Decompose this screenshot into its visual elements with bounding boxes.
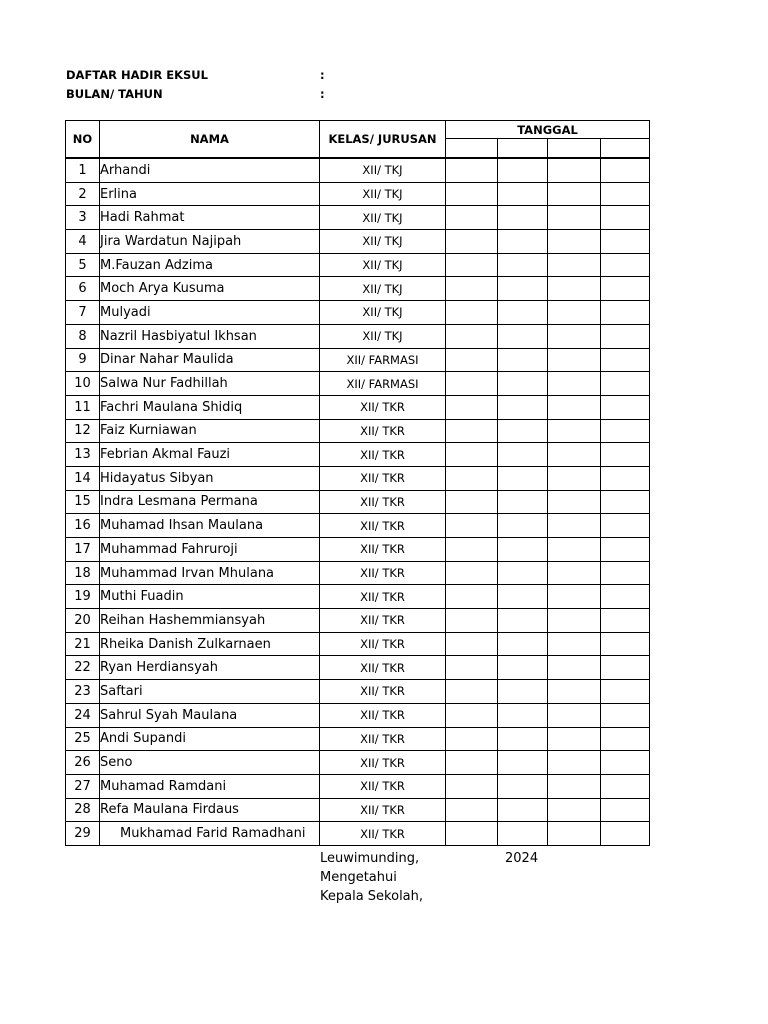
student-name: M.Fauzan Adzima bbox=[100, 253, 320, 277]
attendance-cell-2[interactable] bbox=[498, 158, 548, 182]
attendance-cell-4[interactable] bbox=[601, 230, 650, 254]
table-row bbox=[66, 680, 650, 704]
attendance-cell-4[interactable] bbox=[601, 609, 650, 633]
attendance-cell-1[interactable] bbox=[446, 538, 498, 562]
student-name: Moch Arya Kusuma bbox=[100, 277, 320, 301]
row-number: 28 bbox=[66, 798, 100, 822]
class-major: XII/ TKR bbox=[320, 632, 446, 656]
student-name: Jira Wardatun Najipah bbox=[100, 230, 320, 254]
row-number: 21 bbox=[66, 632, 100, 656]
attendance-cell-3[interactable] bbox=[548, 751, 601, 775]
attendance-cell-4[interactable] bbox=[601, 680, 650, 704]
attendance-cell-4[interactable] bbox=[601, 798, 650, 822]
student-name: Muhammad Fahruroji bbox=[100, 538, 320, 562]
attendance-cell-3[interactable] bbox=[548, 466, 601, 490]
class-major: XII/ TKR bbox=[320, 798, 446, 822]
row-number: 18 bbox=[66, 561, 100, 585]
row-number: 20 bbox=[66, 609, 100, 633]
attendance-cell-2[interactable] bbox=[498, 182, 548, 206]
attendance-cell-1[interactable] bbox=[446, 466, 498, 490]
attendance-cell-1[interactable] bbox=[446, 372, 498, 396]
class-major: XII/ TKR bbox=[320, 561, 446, 585]
table-row bbox=[66, 443, 650, 467]
row-number: 19 bbox=[66, 585, 100, 609]
student-name: Muhamad Ihsan Maulana bbox=[100, 514, 320, 538]
attendance-cell-2[interactable] bbox=[498, 395, 548, 419]
table-row bbox=[66, 206, 650, 230]
table-row bbox=[66, 727, 650, 751]
table-row bbox=[66, 230, 650, 254]
student-name: Salwa Nur Fadhillah bbox=[100, 372, 320, 396]
row-number: 14 bbox=[66, 466, 100, 490]
attendance-cell-3[interactable] bbox=[548, 798, 601, 822]
date-column-4[interactable] bbox=[601, 139, 650, 159]
table-row bbox=[66, 632, 650, 656]
row-number: 27 bbox=[66, 774, 100, 798]
attendance-cell-1[interactable] bbox=[446, 395, 498, 419]
student-name: Dinar Nahar Maulida bbox=[100, 348, 320, 372]
class-major: XII/ TKJ bbox=[320, 182, 446, 206]
attendance-cell-2[interactable] bbox=[498, 561, 548, 585]
attendance-cell-4[interactable] bbox=[601, 301, 650, 325]
table-row bbox=[66, 538, 650, 562]
class-major: XII/ TKR bbox=[320, 703, 446, 727]
student-name: Refa Maulana Firdaus bbox=[100, 798, 320, 822]
signatory-title: Kepala Sekolah, bbox=[320, 889, 424, 904]
attendance-cell-4[interactable] bbox=[601, 822, 650, 846]
table-row bbox=[66, 703, 650, 727]
row-number: 25 bbox=[66, 727, 100, 751]
attendance-cell-3[interactable] bbox=[548, 206, 601, 230]
row-number: 16 bbox=[66, 514, 100, 538]
table-row bbox=[66, 751, 650, 775]
table-row bbox=[66, 324, 650, 348]
attendance-cell-3[interactable] bbox=[548, 395, 601, 419]
attendance-cell-2[interactable] bbox=[498, 609, 548, 633]
attendance-cell-1[interactable] bbox=[446, 301, 498, 325]
attendance-cell-3[interactable] bbox=[548, 774, 601, 798]
table-row bbox=[66, 301, 650, 325]
period-label: BULAN/ TAHUN bbox=[66, 87, 163, 101]
attendance-cell-4[interactable] bbox=[601, 182, 650, 206]
attendance-cell-1[interactable] bbox=[446, 727, 498, 751]
attendance-cell-4[interactable] bbox=[601, 632, 650, 656]
table-row bbox=[66, 490, 650, 514]
class-major: XII/ TKJ bbox=[320, 253, 446, 277]
table-row bbox=[66, 561, 650, 585]
attendance-cell-2[interactable] bbox=[498, 466, 548, 490]
attendance-cell-3[interactable] bbox=[548, 490, 601, 514]
table-row bbox=[66, 774, 650, 798]
attendance-cell-4[interactable] bbox=[601, 561, 650, 585]
attendance-cell-3[interactable] bbox=[548, 230, 601, 254]
attendance-cell-2[interactable] bbox=[498, 443, 548, 467]
table-row bbox=[66, 348, 650, 372]
attendance-cell-1[interactable] bbox=[446, 561, 498, 585]
attendance-cell-1[interactable] bbox=[446, 585, 498, 609]
row-number: 29 bbox=[66, 822, 100, 846]
student-name: Seno bbox=[100, 751, 320, 775]
table-row bbox=[66, 158, 650, 182]
attendance-cell-4[interactable] bbox=[601, 751, 650, 775]
class-major: XII/ TKJ bbox=[320, 277, 446, 301]
title-colon: : bbox=[320, 68, 325, 82]
attendance-cell-2[interactable] bbox=[498, 774, 548, 798]
table-row bbox=[66, 277, 650, 301]
attendance-cell-3[interactable] bbox=[548, 680, 601, 704]
row-number: 11 bbox=[66, 395, 100, 419]
attendance-cell-1[interactable] bbox=[446, 324, 498, 348]
attendance-cell-1[interactable] bbox=[446, 680, 498, 704]
column-header-kelas: KELAS/ JURUSAN bbox=[320, 121, 446, 159]
attendance-cell-4[interactable] bbox=[601, 656, 650, 680]
student-name: Indra Lesmana Permana bbox=[100, 490, 320, 514]
attendance-cell-3[interactable] bbox=[548, 632, 601, 656]
student-name: Erlina bbox=[100, 182, 320, 206]
row-number: 13 bbox=[66, 443, 100, 467]
attendance-cell-4[interactable] bbox=[601, 206, 650, 230]
attendance-cell-1[interactable] bbox=[446, 419, 498, 443]
class-major: XII/ TKJ bbox=[320, 206, 446, 230]
attendance-cell-3[interactable] bbox=[548, 182, 601, 206]
date-column-2[interactable] bbox=[498, 139, 548, 159]
attendance-cell-1[interactable] bbox=[446, 656, 498, 680]
attendance-cell-4[interactable] bbox=[601, 466, 650, 490]
signing-place: Leuwimunding, bbox=[320, 851, 420, 866]
class-major: XII/ TKR bbox=[320, 419, 446, 443]
student-name: Saftari bbox=[100, 680, 320, 704]
attendance-cell-4[interactable] bbox=[601, 774, 650, 798]
row-number: 23 bbox=[66, 680, 100, 704]
table-row bbox=[66, 798, 650, 822]
attendance-cell-3[interactable] bbox=[548, 656, 601, 680]
attendance-cell-1[interactable] bbox=[446, 443, 498, 467]
attendance-cell-4[interactable] bbox=[601, 253, 650, 277]
attendance-cell-2[interactable] bbox=[498, 656, 548, 680]
attendance-cell-1[interactable] bbox=[446, 230, 498, 254]
table-row bbox=[66, 182, 650, 206]
attendance-cell-4[interactable] bbox=[601, 324, 650, 348]
attendance-cell-4[interactable] bbox=[601, 158, 650, 182]
attendance-cell-4[interactable] bbox=[601, 443, 650, 467]
attendance-cell-1[interactable] bbox=[446, 798, 498, 822]
attendance-cell-3[interactable] bbox=[548, 348, 601, 372]
attendance-cell-1[interactable] bbox=[446, 158, 498, 182]
student-name: Muhamad Ramdani bbox=[100, 774, 320, 798]
row-number: 10 bbox=[66, 372, 100, 396]
class-major: XII/ TKJ bbox=[320, 301, 446, 325]
attendance-cell-3[interactable] bbox=[548, 822, 601, 846]
attendance-cell-4[interactable] bbox=[601, 372, 650, 396]
attendance-cell-1[interactable] bbox=[446, 751, 498, 775]
attendance-cell-1[interactable] bbox=[446, 822, 498, 846]
table-row bbox=[66, 372, 650, 396]
student-name: Fachri Maulana Shidiq bbox=[100, 395, 320, 419]
attendance-cell-2[interactable] bbox=[498, 514, 548, 538]
document-title: DAFTAR HADIR EKSUL bbox=[66, 68, 208, 82]
row-number: 22 bbox=[66, 656, 100, 680]
class-major: XII/ TKR bbox=[320, 395, 446, 419]
attendance-cell-1[interactable] bbox=[446, 253, 498, 277]
attendance-cell-1[interactable] bbox=[446, 277, 498, 301]
class-major: XII/ FARMASI bbox=[320, 348, 446, 372]
attendance-cell-2[interactable] bbox=[498, 727, 548, 751]
attendance-cell-4[interactable] bbox=[601, 490, 650, 514]
attendance-cell-3[interactable] bbox=[548, 585, 601, 609]
table-row bbox=[66, 466, 650, 490]
class-major: XII/ TKR bbox=[320, 656, 446, 680]
row-number: 7 bbox=[66, 301, 100, 325]
row-number: 24 bbox=[66, 703, 100, 727]
attendance-table bbox=[65, 120, 650, 846]
row-number: 17 bbox=[66, 538, 100, 562]
class-major: XII/ TKJ bbox=[320, 158, 446, 182]
attendance-cell-4[interactable] bbox=[601, 703, 650, 727]
class-major: XII/ TKR bbox=[320, 490, 446, 514]
student-name: Hidayatus Sibyan bbox=[100, 466, 320, 490]
attendance-cell-2[interactable] bbox=[498, 751, 548, 775]
class-major: XII/ TKR bbox=[320, 514, 446, 538]
student-name: Ryan Herdiansyah bbox=[100, 656, 320, 680]
attendance-cell-2[interactable] bbox=[498, 419, 548, 443]
attendance-cell-1[interactable] bbox=[446, 182, 498, 206]
attendance-cell-4[interactable] bbox=[601, 419, 650, 443]
class-major: XII/ TKR bbox=[320, 443, 446, 467]
attendance-cell-3[interactable] bbox=[548, 158, 601, 182]
column-header-no: NO bbox=[66, 121, 100, 159]
row-number: 4 bbox=[66, 230, 100, 254]
student-name: Nazril Hasbiyatul Ikhsan bbox=[100, 324, 320, 348]
table-row bbox=[66, 253, 650, 277]
attendance-cell-3[interactable] bbox=[548, 703, 601, 727]
attendance-cell-3[interactable] bbox=[548, 443, 601, 467]
table-row bbox=[66, 656, 650, 680]
attendance-cell-4[interactable] bbox=[601, 277, 650, 301]
attendance-cell-2[interactable] bbox=[498, 206, 548, 230]
attendance-cell-1[interactable] bbox=[446, 514, 498, 538]
attendance-cell-1[interactable] bbox=[446, 703, 498, 727]
attendance-cell-1[interactable] bbox=[446, 632, 498, 656]
table-row bbox=[66, 609, 650, 633]
class-major: XII/ TKJ bbox=[320, 230, 446, 254]
signing-year: 2024 bbox=[505, 851, 539, 866]
column-header-tanggal: TANGGAL bbox=[446, 121, 650, 139]
student-name: Mulyadi bbox=[100, 301, 320, 325]
attendance-cell-2[interactable] bbox=[498, 253, 548, 277]
row-number: 5 bbox=[66, 253, 100, 277]
table-row bbox=[66, 822, 650, 846]
date-column-3[interactable] bbox=[548, 139, 601, 159]
class-major: XII/ TKR bbox=[320, 822, 446, 846]
attendance-cell-3[interactable] bbox=[548, 324, 601, 348]
attendance-cell-3[interactable] bbox=[548, 561, 601, 585]
class-major: XII/ TKR bbox=[320, 727, 446, 751]
column-header-nama: NAMA bbox=[100, 121, 320, 159]
attendance-cell-1[interactable] bbox=[446, 206, 498, 230]
row-number: 12 bbox=[66, 419, 100, 443]
attendance-cell-3[interactable] bbox=[548, 253, 601, 277]
student-name: Hadi Rahmat bbox=[100, 206, 320, 230]
attendance-cell-2[interactable] bbox=[498, 230, 548, 254]
student-name: Sahrul Syah Maulana bbox=[100, 703, 320, 727]
row-number: 3 bbox=[66, 206, 100, 230]
attendance-cell-2[interactable] bbox=[498, 372, 548, 396]
table-row bbox=[66, 585, 650, 609]
attendance-cell-2[interactable] bbox=[498, 490, 548, 514]
row-number: 26 bbox=[66, 751, 100, 775]
attendance-cell-2[interactable] bbox=[498, 301, 548, 325]
row-number: 9 bbox=[66, 348, 100, 372]
class-major: XII/ TKJ bbox=[320, 324, 446, 348]
attendance-cell-3[interactable] bbox=[548, 727, 601, 751]
attendance-cell-3[interactable] bbox=[548, 277, 601, 301]
student-name: Andi Supandi bbox=[100, 727, 320, 751]
attendance-cell-3[interactable] bbox=[548, 609, 601, 633]
student-name: Muthi Fuadin bbox=[100, 585, 320, 609]
attendance-cell-1[interactable] bbox=[446, 609, 498, 633]
row-number: 1 bbox=[66, 158, 100, 182]
row-number: 15 bbox=[66, 490, 100, 514]
student-name: Febrian Akmal Fauzi bbox=[100, 443, 320, 467]
attendance-cell-2[interactable] bbox=[498, 538, 548, 562]
class-major: XII/ TKR bbox=[320, 751, 446, 775]
attendance-cell-2[interactable] bbox=[498, 632, 548, 656]
class-major: XII/ TKR bbox=[320, 774, 446, 798]
class-major: XII/ TKR bbox=[320, 585, 446, 609]
student-name: Muhammad Irvan Mhulana bbox=[100, 561, 320, 585]
attendance-cell-2[interactable] bbox=[498, 585, 548, 609]
attendance-cell-3[interactable] bbox=[548, 301, 601, 325]
attendance-cell-3[interactable] bbox=[548, 372, 601, 396]
attendance-cell-2[interactable] bbox=[498, 798, 548, 822]
attendance-cell-4[interactable] bbox=[601, 514, 650, 538]
class-major: XII/ TKR bbox=[320, 538, 446, 562]
attendance-cell-2[interactable] bbox=[498, 277, 548, 301]
class-major: XII/ TKR bbox=[320, 609, 446, 633]
class-major: XII/ FARMASI bbox=[320, 372, 446, 396]
attendance-cell-2[interactable] bbox=[498, 680, 548, 704]
class-major: XII/ TKR bbox=[320, 680, 446, 704]
attendance-cell-4[interactable] bbox=[601, 395, 650, 419]
student-name: Mukhamad Farid Ramadhani bbox=[100, 822, 320, 846]
student-name: Rheika Danish Zulkarnaen bbox=[100, 632, 320, 656]
date-column-1[interactable] bbox=[446, 139, 498, 159]
acknowledgement-label: Mengetahui bbox=[320, 870, 397, 885]
row-number: 2 bbox=[66, 182, 100, 206]
attendance-cell-4[interactable] bbox=[601, 585, 650, 609]
attendance-cell-2[interactable] bbox=[498, 822, 548, 846]
table-row bbox=[66, 395, 650, 419]
attendance-cell-3[interactable] bbox=[548, 514, 601, 538]
attendance-cell-1[interactable] bbox=[446, 348, 498, 372]
table-row bbox=[66, 514, 650, 538]
attendance-cell-3[interactable] bbox=[548, 538, 601, 562]
attendance-cell-4[interactable] bbox=[601, 538, 650, 562]
attendance-cell-3[interactable] bbox=[548, 419, 601, 443]
period-colon: : bbox=[320, 87, 325, 101]
attendance-cell-1[interactable] bbox=[446, 490, 498, 514]
attendance-cell-1[interactable] bbox=[446, 774, 498, 798]
attendance-cell-2[interactable] bbox=[498, 324, 548, 348]
row-number: 8 bbox=[66, 324, 100, 348]
class-major: XII/ TKR bbox=[320, 466, 446, 490]
attendance-cell-4[interactable] bbox=[601, 727, 650, 751]
attendance-cell-2[interactable] bbox=[498, 348, 548, 372]
table-header-row bbox=[66, 121, 650, 139]
student-name: Reihan Hashemmiansyah bbox=[100, 609, 320, 633]
table-row bbox=[66, 419, 650, 443]
attendance-cell-4[interactable] bbox=[601, 348, 650, 372]
attendance-cell-2[interactable] bbox=[498, 703, 548, 727]
student-name: Arhandi bbox=[100, 158, 320, 182]
student-name: Faiz Kurniawan bbox=[100, 419, 320, 443]
row-number: 6 bbox=[66, 277, 100, 301]
